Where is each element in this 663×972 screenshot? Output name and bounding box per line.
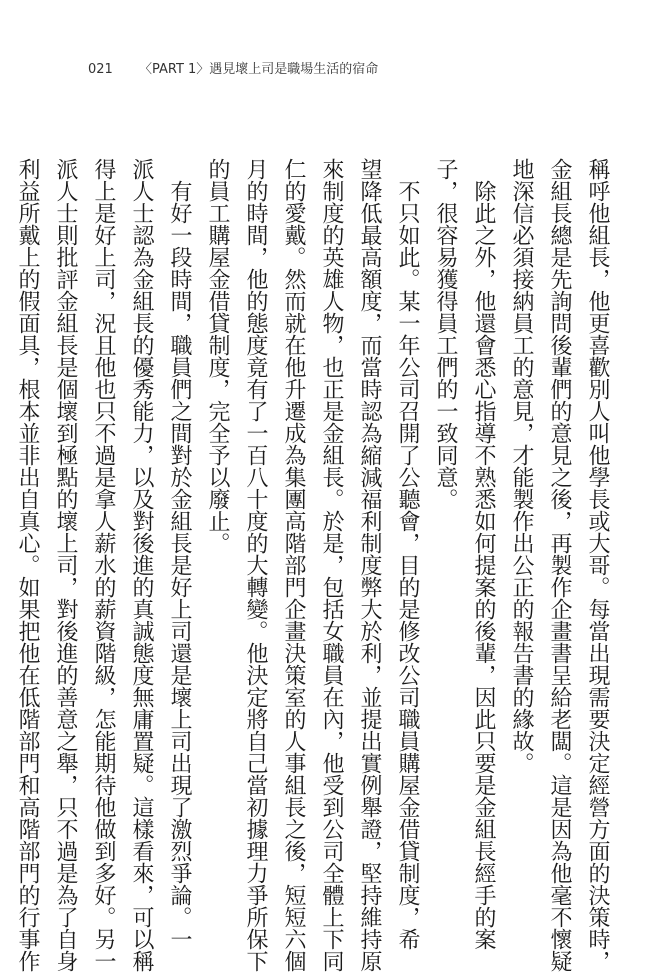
text-column: 不只如此。某一年公司召開了公聽會，目的是修改公司職員購屋金借貸制度，希: [395, 180, 420, 950]
page-number: 021: [88, 62, 113, 77]
text-column: 望降低最高額度，而當時認為縮減福利制度弊大於利，並提出實例舉證，堅持維持原: [357, 158, 382, 972]
text-column: 稱呼他組長，他更喜歡別人叫他學長或大哥。每當出現需要決定經營方面的決策時，: [585, 158, 610, 972]
text-column: 月的時間，他的態度竟有了一百八十度的大轉變。他決定將自己當初據理力爭所保下: [243, 158, 268, 972]
text-column: 除此之外，他還會悉心指導不熟悉如何提案的後輩，因此只要是金組長經手的案: [471, 180, 496, 950]
text-column: 派人士則批評金組長是個壞到極點的壞上司，對後進的善意之舉，只不過是為了自身: [53, 158, 78, 972]
text-column: 派人士認為金組長的優秀能力，以及對後進的真誠態度無庸置疑。這樣看來，可以稱: [129, 158, 154, 972]
text-column: 子，很容易獲得員工們的一致同意。: [433, 158, 458, 510]
text-column: 的員工購屋金借貸制度，完全予以廢止。: [205, 158, 230, 554]
text-column: 得上是好上司，況且他也只不過是拿人薪水的薪資階級，怎能期待他做到多好。另一: [91, 158, 116, 972]
text-column: 金組長總是先詢問後輩們的意見之後，再製作企畫書呈給老闆。這是因為他毫不懷疑: [547, 158, 572, 972]
text-column: 地深信必須接納員工的意見，才能製作出公正的報告書的緣故。: [509, 158, 534, 774]
text-column: 利益所戴上的假面具，根本並非出自真心。如果把他在低階部門和高階部門的行事作: [15, 158, 40, 972]
vertical-body-text: [13, 158, 611, 972]
running-header: [88, 58, 378, 77]
chapter-title: 〈PART 1〉遇見壞上司是職場生活的宿命: [138, 62, 379, 77]
text-column: 仁的愛戴。然而就在他升遷成為集團高階部門企畫決策室的人事組長之後，短短六個: [281, 158, 306, 972]
text-column: 來制度的英雄人物，也正是金組長。於是，包括女職員在內，他受到公司全體上下同: [319, 158, 344, 972]
text-column: 有好一段時間，職員們之間對於金組長是好上司還是壞上司出現了激烈爭論。一: [167, 180, 192, 950]
